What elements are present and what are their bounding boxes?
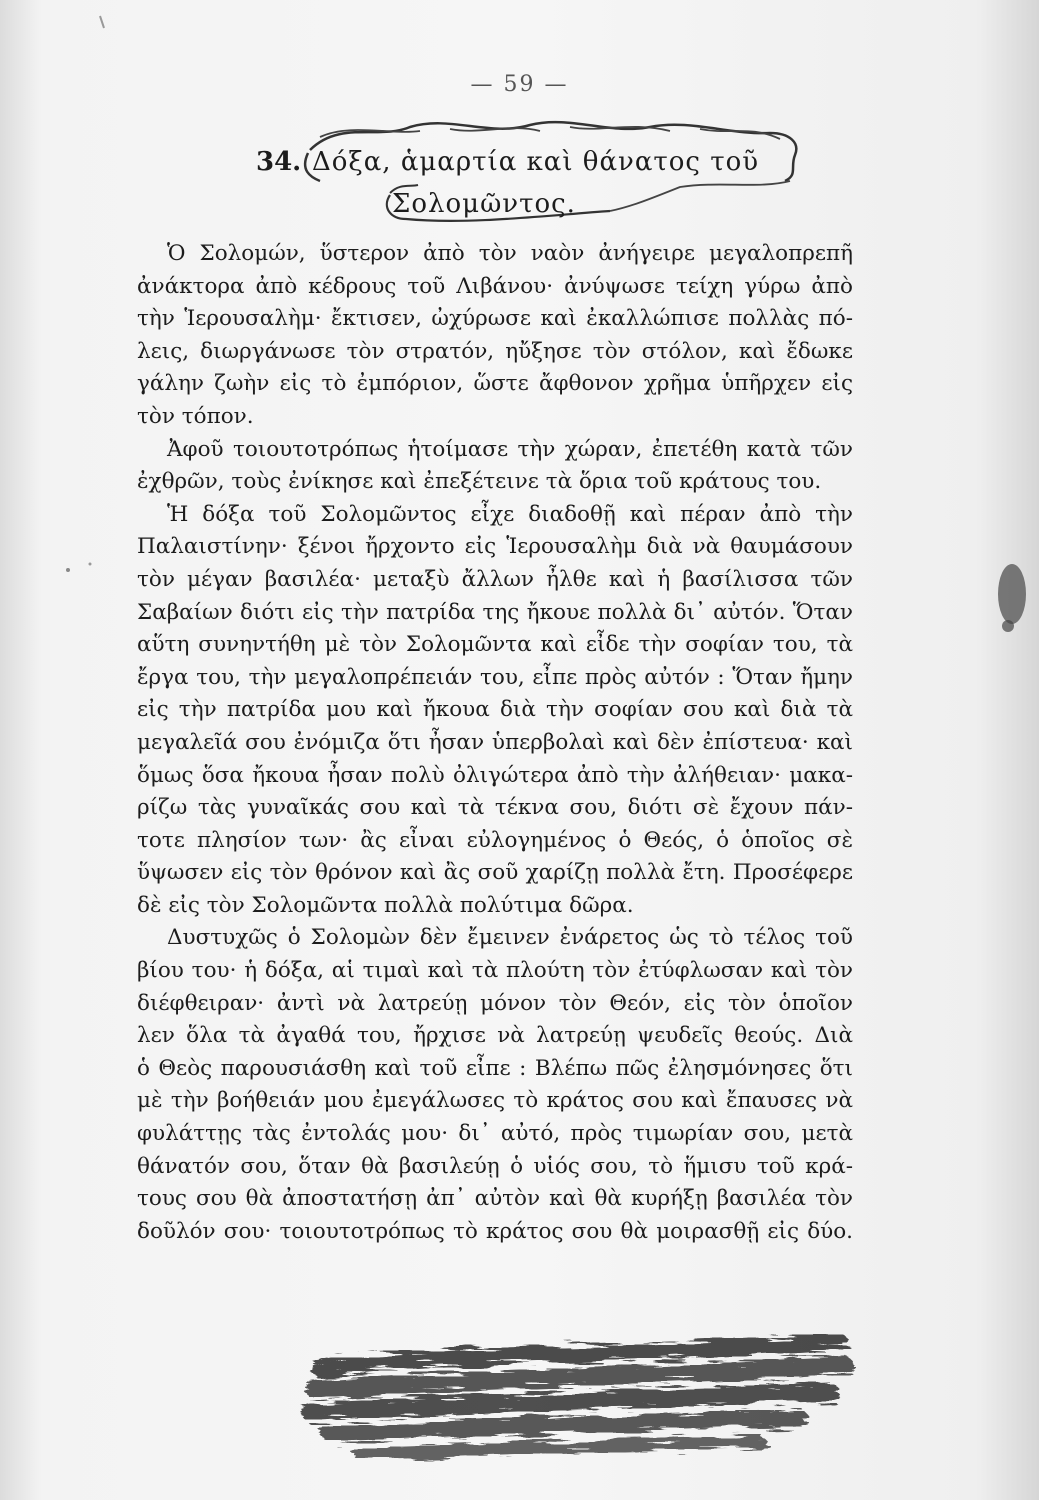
text-line: δὲ εἰς τὸν Σολομῶντα πολλὰ πολύτιμα δῶρα.	[137, 892, 634, 918]
text-line: γάλην ζωὴν εἰς τὸ ἐμπόριον, ὥστε ἄφθονον χρῆμα ὑπῆρχεν εἰς	[137, 371, 853, 397]
margin-smudge	[990, 560, 1030, 640]
chapter-title-line-2: Σολομῶντος.	[392, 189, 576, 219]
text-line: ρίζω τὰς γυναῖκάς σου καὶ τὰ τέκνα σου, διότι σὲ ἔχουν πάν-	[137, 795, 853, 821]
text-line: ἐχθρῶν, τοὺς ἐνίκησε καὶ ἐπεξέτεινε τὰ ὅρια τοῦ κράτους του.	[137, 469, 822, 495]
text-line: θάνατόν σου, ὅταν θὰ βασιλεύῃ ὁ υἱός σου, τὸ ἥμισυ τοῦ κρά-	[137, 1153, 853, 1179]
text-line: ὅμως ὅσα ἤκουα ἦσαν πολὺ ὀλιγώτερα ἀπὸ τὴν ἀλήθειαν· μακα-	[137, 762, 853, 788]
text-line: Δυστυχῶς ὁ Σολομὼν δὲν ἔμεινεν ἐνάρετος ὡς τὸ τέλος τοῦ	[167, 925, 853, 951]
ink-smear	[300, 1330, 860, 1480]
text-line: ἀνάκτορα ἀπὸ κέδρους τοῦ Λιβάνου· ἀνύψωσε τείχη γύρω ἀπὸ	[137, 273, 853, 299]
text-line: λεις, διωργάνωσε τὸν στρατόν, ηὔξησε τὸν στόλον, καὶ ἔδωκε	[137, 338, 853, 364]
corner-ink-mark	[90, 8, 130, 48]
margin-ink-marks	[60, 560, 100, 600]
text-line: Ὁ Σολομών, ὕστερον ἀπὸ τὸν ναὸν ἀνήγειρε μεγαλοπρεπῆ	[167, 241, 853, 266]
text-line: τὸν μέγαν βασιλέα· μεταξὺ ἄλλων ἦλθε καὶ ἡ βασίλισσα τῶν	[137, 566, 853, 592]
text-line: μὲ τὴν βοήθειάν μου ἐμεγάλωσες τὸ κράτος σου καὶ ἔπαυσες νὰ	[137, 1088, 853, 1114]
text-line: τους σου θὰ ἀποστατήσῃ ἀπ᾽ αὐτὸν καὶ θὰ κυρήξῃ βασιλέα τὸν	[137, 1186, 853, 1212]
chapter-number: 34.	[256, 147, 302, 177]
chapter-title-line-1: Δόξα, ἁμαρτία καὶ θάνατος τοῦ	[312, 147, 760, 177]
chapter-body-text	[137, 238, 853, 1248]
text-line: φυλάττῃς τὰς ἐντολάς μου· δι᾽ αὐτό, πρὸς τιμωρίαν σου, μετὰ	[137, 1121, 853, 1147]
text-line: δοῦλόν σου· τοιουτοτρόπως τὸ κράτος σου θὰ μοιρασθῇ εἰς δύο.	[137, 1218, 853, 1244]
text-line: Παλαιστίνην· ξένοι ἤρχοντο εἰς Ἱερουσαλὴμ διὰ νὰ θαυμάσουν	[137, 534, 853, 560]
text-line: Ἡ δόξα τοῦ Σολομῶντος εἶχε διαδοθῇ καὶ πέραν ἀπὸ τὴν	[167, 501, 853, 527]
text-line: ἔργα του, τὴν μεγαλοπρέπειάν του, εἶπε πρὸς αὐτόν : Ὅταν ἤμην	[137, 664, 853, 690]
text-line: εἰς τὴν πατρίδα μου καὶ ἤκουα διὰ τὴν σοφίαν σου καὶ διὰ τὰ	[137, 697, 853, 723]
text-line: τὸν τόπον.	[137, 403, 254, 429]
text-line: βίου του· ἡ δόξα, αἱ τιμαὶ καὶ τὰ πλούτη τὸν ἐτύφλωσαν καὶ τὸν	[137, 958, 853, 984]
text-line: Σαβαίων διότι εἰς τὴν πατρίδα της ἤκουε πολλὰ δι᾽ αὐτόν. Ὅταν	[137, 599, 853, 625]
text-line: αὕτη συνηντήθη μὲ τὸν Σολομῶντα καὶ εἶδε τὴν σοφίαν του, τὰ	[137, 632, 853, 658]
text-line: Ἀφοῦ τοιουτοτρόπως ἡτοίμασε τὴν χώραν, ἐπετέθη κατὰ τῶν	[167, 436, 853, 462]
chapter-title	[250, 115, 810, 225]
text-line: ὁ Θεὸς παρουσιάσθη καὶ τοῦ εἶπε : Βλέπω πῶς ἐλησμόνησες ὅτι	[137, 1055, 853, 1081]
text-line: μεγαλεῖά σου ἐνόμιζα ὅτι ἦσαν ὑπερβολαὶ καὶ δὲν ἐπίστευα· καὶ	[137, 729, 853, 755]
page-number: — 59 —	[470, 72, 569, 97]
text-line: λεν ὅλα τὰ ἀγαθά του, ἤρχισε νὰ λατρεύῃ ψευδεῖς θεούς. Διὰ	[137, 1023, 853, 1049]
text-line: ὕψωσεν εἰς τὸν θρόνον καὶ ἂς σοῦ χαρίζῃ πολλὰ ἔτη. Προσέφερε	[137, 860, 853, 886]
text-line: διέφθειραν· ἀντὶ νὰ λατρεύῃ μόνον τὸν Θεόν, εἰς τὸν ὁποῖον	[137, 990, 853, 1016]
text-line: τὴν Ἱερουσαλὴμ· ἔκτισεν, ὠχύρωσε καὶ ἐκαλλώπισε πολλὰς πό-	[137, 306, 853, 332]
text-line: τοτε πλησίον των· ἂς εἶναι εὐλογημένος ὁ Θεός, ὁ ὁποῖος σὲ	[137, 827, 853, 853]
